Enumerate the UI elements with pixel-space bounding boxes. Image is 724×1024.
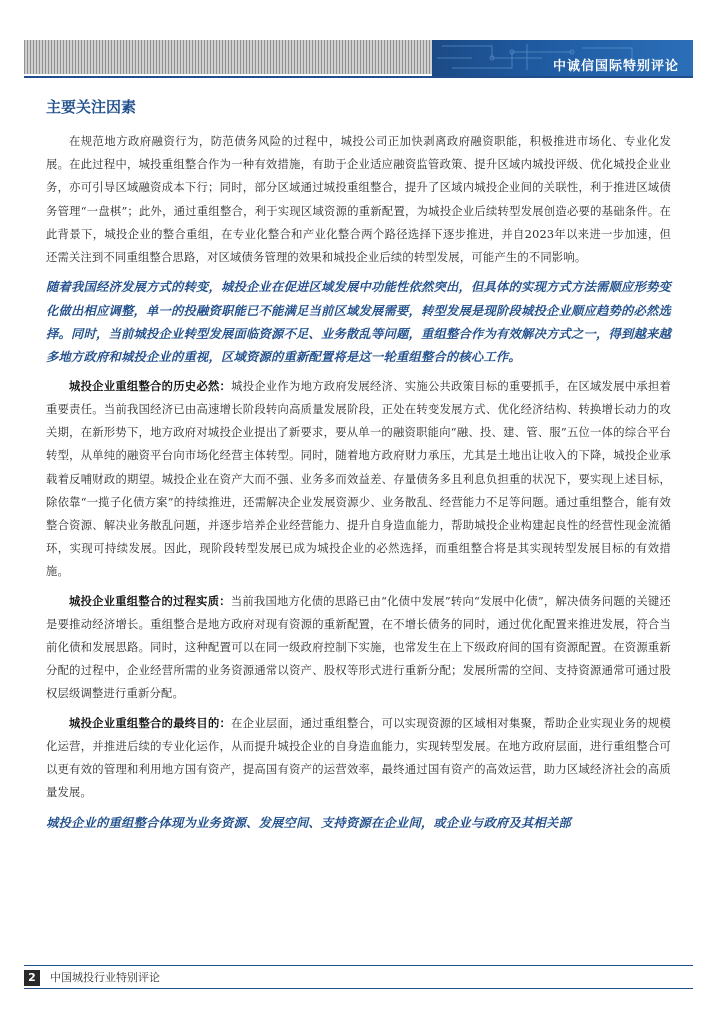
paragraph-intro: 在规范地方政府融资行为，防范债务风险的过程中，城投公司正加快剥离政府融资职能，积极推进市场化、专业化发展。在此过程中，城投重组整合作为一种有效措施，有助于企业适应融资监管政策、提升区域内城投评级、优化城投企业业务，亦可引导区域融资成本下行；同时，部分区域通过城投重组整合，提升了区域内城投企业间的关联性，利于推进区域债务管理“一盘棋”；此外，通过重组整合，利于实现区域资源的重新配置，为城投企业后续转型发展创造必要的基础条件。在此背景下，城投企业的整合重组，在专业化整合和产业化整合两个路径选择下逐步推进，并自2023年以来进一步加速，但还需关注到不同重组整合思路，对区域债务管理的效果和城投企业后续的转型发展，可能产生的不同影响。 <box>46 135 671 265</box>
paragraph-body: 在企业层面，通过重组整合，可以实现资源的区域相对集聚，帮助企业实现业务的规模化运营，并推进后续的专业化运作，从而提升城投企业的自身造血能力，实现转型发展。在地方政府层面，进行重组整合可以更有效的管理和利用地方国有资产，提高国有资产的运营效率，最终通过国有资产的高效运营，助力区域经济社会的高质量发展。 <box>46 716 671 800</box>
header-title: 中诚信国际特别评论 <box>552 59 679 74</box>
footer-divider <box>24 965 693 966</box>
header-divider <box>24 76 693 78</box>
main-content <box>46 96 671 840</box>
emphasis-paragraph-2: 城投企业的重组整合体现为业务资源、发展空间、支持资源在企业间，或企业与政府及其相关部 <box>46 814 571 830</box>
paragraph-body: 当前我国地方化债的思路已由“化债中发展”转向“发展中化债”，解决债务问题的关键还是要推动经济增长。重组整合是地方政府对现有资源的重新配置，在不增长债务的同时，通过优化配置来推进发展，符合当前化债和发展思路。同时，这种配置可以在同一级政府控制下实施，也常发生在上下级政府间的国有资源配置。在资源重新分配的过程中，企业经营所需的业务资源通常以资产、股权等形式进行重新分配；发展所需的空间、支持资源通常可通过股权层级调整进行重新分配。 <box>46 594 671 701</box>
paragraph-historical-necessity <box>46 375 671 584</box>
section-heading: 主要关注因素 <box>46 98 137 116</box>
emphasis-paragraph-1: 随着我国经济发展方式的转变，城投企业在促进区域发展中功能性依然突出，但具体的实现方式方法需顺应形势变化做出相应调整，单一的投融资职能已不能满足当前区域发展需要，转型发展是现阶段城投企业顺应趋势的必然选择。同时，当前城投企业转型发展面临资源不足、业务散乱等问题，重组整合作为有效解决方式之一，得到越来越多地方政府和城投企业的重视，区域资源的重新配置将是这一轮重组整合的核心工作。 <box>46 279 671 365</box>
page-number: 2 <box>24 970 40 986</box>
paragraph-lead: 城投企业重组整合的历史必然： <box>69 378 232 393</box>
paragraph-lead: 城投企业重组整合的最终目的： <box>69 715 232 730</box>
footer-publication-title: 中国城投行业特别评论 <box>50 971 160 984</box>
paragraph-final-purpose <box>46 712 671 805</box>
paragraph-process-essence <box>46 590 671 706</box>
paragraph-body: 城投企业作为地方政府发展经济、实施公共政策目标的重要抓手，在区域发展中承担着重要责任。当前我国经济已由高速增长阶段转向高质量发展阶段，正处在转变发展方式、优化经济结构、转换增长动力的攻关期，在新形势下，地方政府对城投企业提出了新要求，要从单一的融资职能向“融、投、建、管、服”五位一体的综合平台转型，从单纯的融资平台向市场化经营主体转型。同时，随着地方政府财力承压，尤其是土地出让收入的下降，城投企业承载着反哺财政的期望。城投企业在资产大而不强、业务多而效益差、存量债务多且利息负担重的状况下，要实现上述目标，除依靠“一揽子化债方案”的持续推进，还需解决企业发展资源少、业务散乱、经营能力不足等问题。通过重组整合，能有效整合资源、解决业务散乱问题，并逐步培养企业经营能力、提升自身造血能力，帮助城投企业构建起良性的经营性现金流循环，实现可持续发展。因此，现阶段转型发展已成为城投企业的必然选择，而重组整合将是其实现转型发展目标的有效措施。 <box>46 379 671 579</box>
header-banner <box>432 40 693 76</box>
footer-bottom-rule <box>24 988 693 989</box>
paragraph-lead: 城投企业重组整合的过程实质： <box>69 593 231 608</box>
